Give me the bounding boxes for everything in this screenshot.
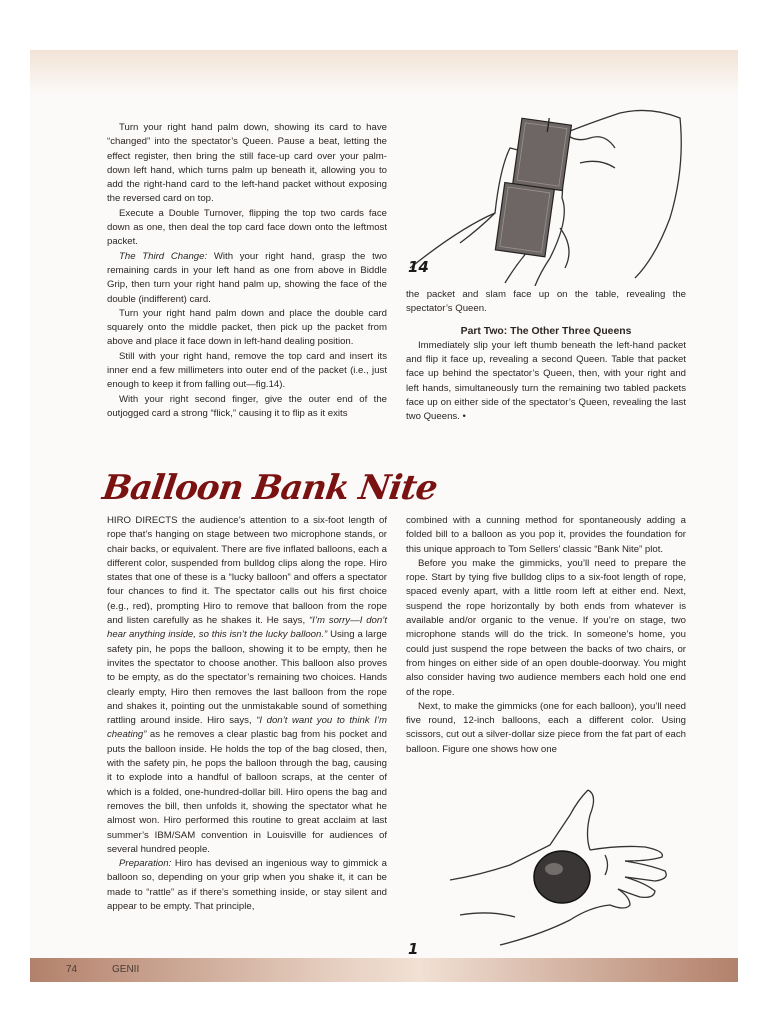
quoted-line: “I’m sorry—I don’t hear anything inside, so this isn’t the lucky balloon.” (107, 615, 388, 641)
paragraph: the packet and slam face up on the table, revealing the spectator’s Queen. (406, 289, 686, 315)
figure-14-illustration (400, 108, 690, 286)
paragraph: Execute a Double Turnover, flipping the top two cards face down as one, then deal the top card face down onto the leftmost packet. (107, 207, 387, 248)
left-column-top (107, 121, 387, 421)
right-column-top (406, 288, 686, 425)
header-band (30, 50, 738, 95)
figure-1-label: 1 (408, 940, 419, 958)
run-in-heading: The Third Change: (119, 250, 208, 262)
article-left-column (107, 514, 387, 914)
page-number: 74 (66, 964, 78, 975)
section-subheading: Part Two: The Other Three Queens (460, 325, 632, 337)
paragraph-text: With your right hand, grasp the two remaining cards in your left hand as one from above in Biddle Grip, then turn your right hand palm up, showing the face of the double (indifferent) card. (107, 250, 387, 305)
paragraph (107, 514, 387, 857)
paragraph: Still with your right hand, remove the top card and insert its inner end a few millimeters into outer end of the packet (i.e., just enough to keep it from falling out—fig.14). (107, 350, 387, 391)
paragraph-text: Using a large safety pin, he pops the balloon, showing it to be empty, then he invites the spectator to choose another. This balloon also proves to be empty, as do the spectator’s remaining two choices. Hands clearly empty, Hiro then removes the last balloon from the rope and shakes it, pointing out the unmistakable sound of something rattling around inside. Hiro says, (107, 629, 387, 727)
paragraph: Turn your right hand palm down, showing its card to have “changed” into the spectator’s Queen. Pause a beat, letting the effect register, then bring the still face-up card over your palm-down left hand, which turns palm up beneath it, allowing you to add the right-hand card to the left-hand packet without exposing the reversed card on top. (107, 122, 387, 205)
paragraph-text: as he removes a clear plastic bag from his pocket and puts the balloon inside. He holds the top of the bag closed, then, with the safety pin, he pops the balloon through the bag, causing it to explode into a handful of balloon scraps, at the center of which is a folded, one-hundred-dollar bill. Hiro opens the bag and removes the bill, then unfolds it, showing the spectator what he almost won. Hiro performed this routine to great acclaim at last summer’s IBM/SAM convention in Louisville for audiences of several hundred people. (107, 729, 387, 855)
paragraph: Next, to make the gimmicks (one for each balloon), you’ll need five round, 12-inch balloons, each a different color. Using scissors, cut out a silver-dollar size piece from the fat part of each balloon. Figure one shows how one (406, 700, 686, 755)
paragraph: With your right second finger, give the outer end of the outjogged card a strong “flick,” causing it to flip as it exits (107, 393, 387, 419)
paragraph: Immediately slip your left thumb beneath the left-hand packet and flip it face up, revealing a second Queen. Table that packet face up behind the spectator’s Queen, then, with your right and left hands, simultaneously turn the remaining two tabled packets face up on either side of the spectator’s Queen, revealing the last two Queens. • (406, 339, 686, 423)
article-right-column (406, 514, 686, 757)
balloon-piece-shape (534, 851, 590, 903)
paragraph-text: HIRO DIRECTS the audience’s attention to a six-foot length of rope that’s hanging on stage between two microphone stands, or chair backs, or equivalent. There are five inflated balloons, each a different color, suspended from bulldog clips along the rope. Hiro states that one of these is a “lucky balloon” and offers a spectator four chances to find it. The spectator calls out his first choice (e.g., red), prompting Hiro to remove that balloon from the rope and listen carefully as he shakes it. He says, (107, 515, 387, 627)
paragraph-text: Hiro has devised an ingenious way to gimmick a balloon so, depending on your grip when you shake it, it can be made to “rattle” as if there’s something inside, or stay silent and appear to be empty. That principle, (107, 858, 387, 913)
figure-1-illustration (440, 785, 680, 950)
article-title: Balloon Bank Nite (100, 468, 440, 508)
quoted-line: “I don’t want you to think I’m cheating” (107, 715, 387, 741)
paragraph: Turn your right hand palm down and place the double card squarely onto the middle packet, then pick up the packet from above and place it face down in left-hand dealing position. (107, 307, 387, 348)
run-in-heading: Preparation: (119, 858, 172, 870)
paragraph: combined with a cunning method for spontaneously adding a folded bill to a balloon as you pop it, provides the foundation for this unique approach to Tom Sellers’ classic “Bank Nite” plot. (406, 515, 686, 555)
paragraph (107, 250, 387, 307)
figure-14-label: 14 (408, 258, 429, 276)
running-footer: GENII (112, 964, 140, 975)
paragraph (107, 857, 387, 914)
paragraph: Before you make the gimmicks, you’ll need to prepare the rope. Start by tying five bulldog clips to a six-foot length of rope, spaced evenly apart, with a little room left at either end. Next, suspend the rope horizontally by both ends from whatever is available and/or organic to the venue. If you’re on stage, two microphone stands will do the trick. In someone’s home, you could just suspend the rope between the backs of two chairs, or from hinges on either side of an open double-doorway. You might also consider having two audience members each hold one end of the rope. (406, 557, 686, 698)
